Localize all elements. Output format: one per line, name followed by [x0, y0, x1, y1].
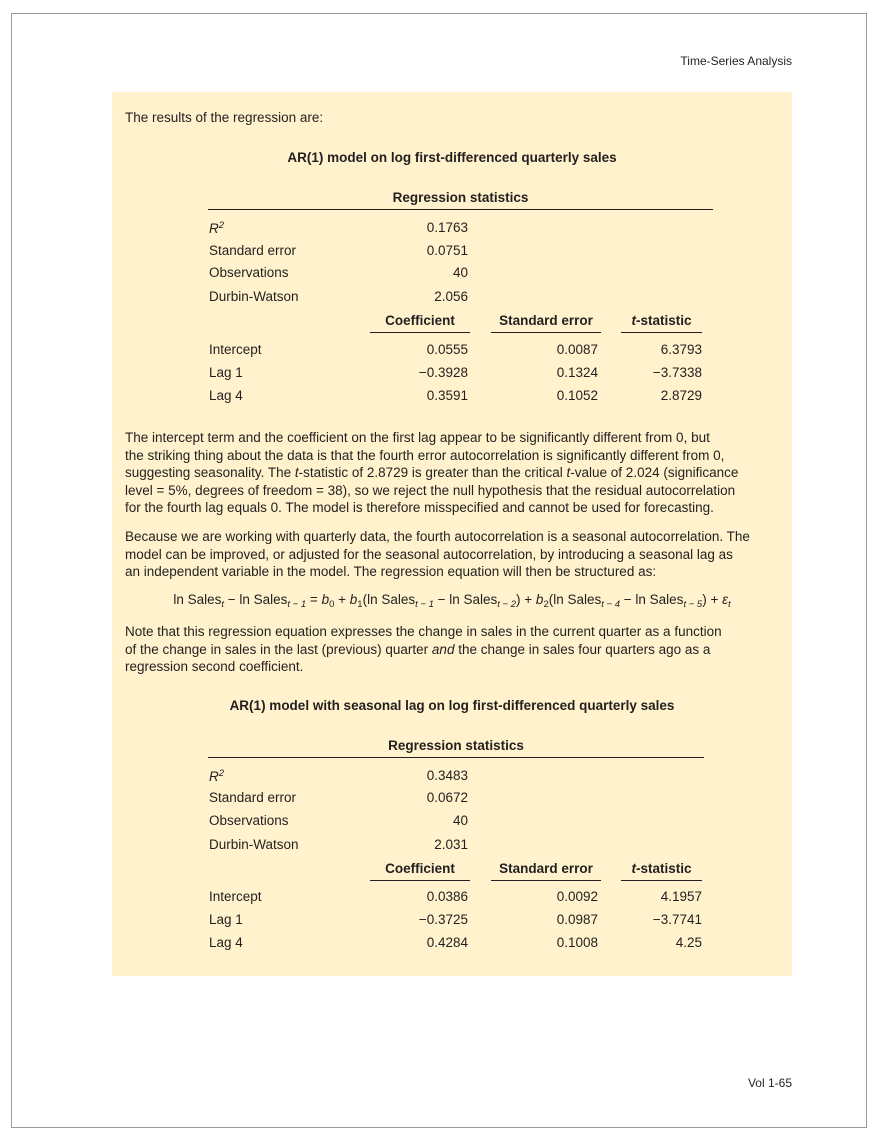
stat-label: $R^2$ — [209, 768, 225, 784]
page-number: Vol 1-65 — [747, 1076, 792, 1090]
t-value: 6.3793 — [660, 342, 702, 357]
coef-value: 0.3591 — [426, 388, 468, 403]
coef-value: −0.3725 — [418, 912, 468, 927]
coef-value: −0.3928 — [418, 365, 468, 380]
regression-equation: ln Sales$_t$ − ln Sales$_{t - 1}$ = $b_0 + b_1(\ln$ Sales$_{t - 1}$ − ln Sales$_{t - 2}$) + $b_2(\ln$ Sales$_{t - 4}$ − ln Sales$_{t - 5}$) + $\varepsilon_t$ — [173, 592, 731, 610]
stat-value: 0.3483 — [426, 768, 468, 783]
stat-value: 0.0751 — [426, 243, 468, 258]
text-line: level = 5%, degrees of freedom = 38), so we reject the null hypothesis that the residual autocorrelation — [125, 482, 736, 498]
t-value: −3.7741 — [652, 912, 702, 927]
table1-stat-row — [209, 243, 702, 263]
paragraph-1 — [125, 429, 787, 517]
stat-label: Observations — [209, 813, 289, 828]
se-value: 0.1052 — [556, 388, 598, 403]
table2-stat-row — [209, 813, 702, 833]
table2-coef-row — [209, 889, 702, 909]
row-label: Lag 4 — [209, 935, 243, 950]
text-line: The intercept term and the coefficient on the first lag appear to be significantly different from 0, but — [125, 430, 710, 445]
table2-stats-heading: Regression statistics — [208, 738, 704, 758]
table1-stat-row — [209, 289, 702, 309]
table2-coef-row — [209, 912, 702, 932]
se-value: 0.0092 — [556, 889, 598, 904]
stat-label: Standard error — [209, 790, 297, 805]
t-value: 2.8729 — [660, 388, 702, 403]
text-line: for the fourth lag equals 0. The model is therefore misspecified and cannot be used for forecasting. — [125, 500, 714, 516]
stat-label: Durbin-Watson — [209, 837, 299, 852]
table1-col-coefficient: Coefficient — [370, 313, 470, 333]
table1-coef-row — [209, 388, 702, 408]
stat-value: 0.1763 — [426, 220, 468, 235]
intro-text: The results of the regression are: — [125, 110, 324, 125]
stat-value: 2.031 — [434, 837, 468, 852]
text-line: Note that this regression equation expresses the change in sales in the current quarter as a function — [125, 624, 722, 639]
table2-coef-row — [209, 935, 702, 955]
se-value: 0.1324 — [556, 365, 598, 380]
se-value: 0.1008 — [556, 935, 598, 950]
stat-label: Observations — [209, 265, 289, 280]
coef-value: 0.0386 — [426, 889, 468, 904]
se-value: 0.0087 — [556, 342, 598, 357]
table1-stat-row — [209, 220, 702, 240]
text-line: regression second coefficient. — [125, 659, 304, 675]
stat-label: Durbin-Watson — [209, 289, 299, 304]
table2-stat-row — [209, 768, 702, 788]
paragraph-2 — [125, 528, 787, 581]
table1-col-standard-error: Standard error — [491, 313, 601, 333]
coef-value: 0.4284 — [426, 935, 468, 950]
table1-stats-heading: Regression statistics — [208, 190, 713, 210]
t-value: 4.25 — [675, 935, 702, 950]
text-line: an independent variable in the model. The regression equation will then be structured as: — [125, 564, 657, 580]
table1-stat-row — [209, 265, 702, 285]
table2-col-standard-error: Standard error — [491, 861, 601, 881]
stat-label: Standard error — [209, 243, 297, 258]
row-label: Lag 1 — [209, 365, 243, 380]
stat-value: 40 — [452, 265, 468, 280]
row-label: Lag 1 — [209, 912, 243, 927]
table2-col-t-statistic: t-statistic — [621, 861, 702, 881]
running-head: Time-Series Analysis — [680, 54, 792, 68]
table2-stat-row — [209, 837, 702, 857]
text-line: of the change in sales in the last (previous) quarter and the change in sales four quarters ago as a — [125, 641, 711, 657]
table1-col-t-statistic: t-statistic — [621, 313, 702, 333]
stat-label: $R^2$ — [209, 220, 225, 236]
row-label: Lag 4 — [209, 388, 243, 403]
table1-coef-row — [209, 365, 702, 385]
table2-stat-row — [209, 790, 702, 810]
paragraph-3 — [125, 623, 787, 676]
example-panel — [112, 92, 792, 976]
table2-col-coefficient: Coefficient — [370, 861, 470, 881]
text-line: model can be improved, or adjusted for the seasonal autocorrelation, by introducing a seasonal lag as — [125, 546, 733, 562]
row-label: Intercept — [209, 889, 262, 904]
t-value: 4.1957 — [660, 889, 702, 904]
table1-title: AR(1) model on log first-differenced quarterly sales — [287, 150, 617, 165]
table2-title: AR(1) model with seasonal lag on log first-differenced quarterly sales — [229, 698, 675, 713]
text-line: suggesting seasonality. The t-statistic of 2.8729 is greater than the critical t-value of 2.024 (significance — [125, 465, 739, 481]
stat-value: 0.0672 — [426, 790, 468, 805]
se-value: 0.0987 — [556, 912, 598, 927]
stat-value: 2.056 — [434, 289, 468, 304]
t-value: −3.7338 — [652, 365, 702, 380]
text-line: Because we are working with quarterly data, the fourth autocorrelation is a seasonal autocorrelation. The — [125, 529, 750, 544]
row-label: Intercept — [209, 342, 262, 357]
table1-coef-row — [209, 342, 702, 362]
stat-value: 40 — [452, 813, 468, 828]
coef-value: 0.0555 — [426, 342, 468, 357]
text-line: the striking thing about the data is that the fourth error autocorrelation is significantly different from 0, — [125, 447, 725, 463]
